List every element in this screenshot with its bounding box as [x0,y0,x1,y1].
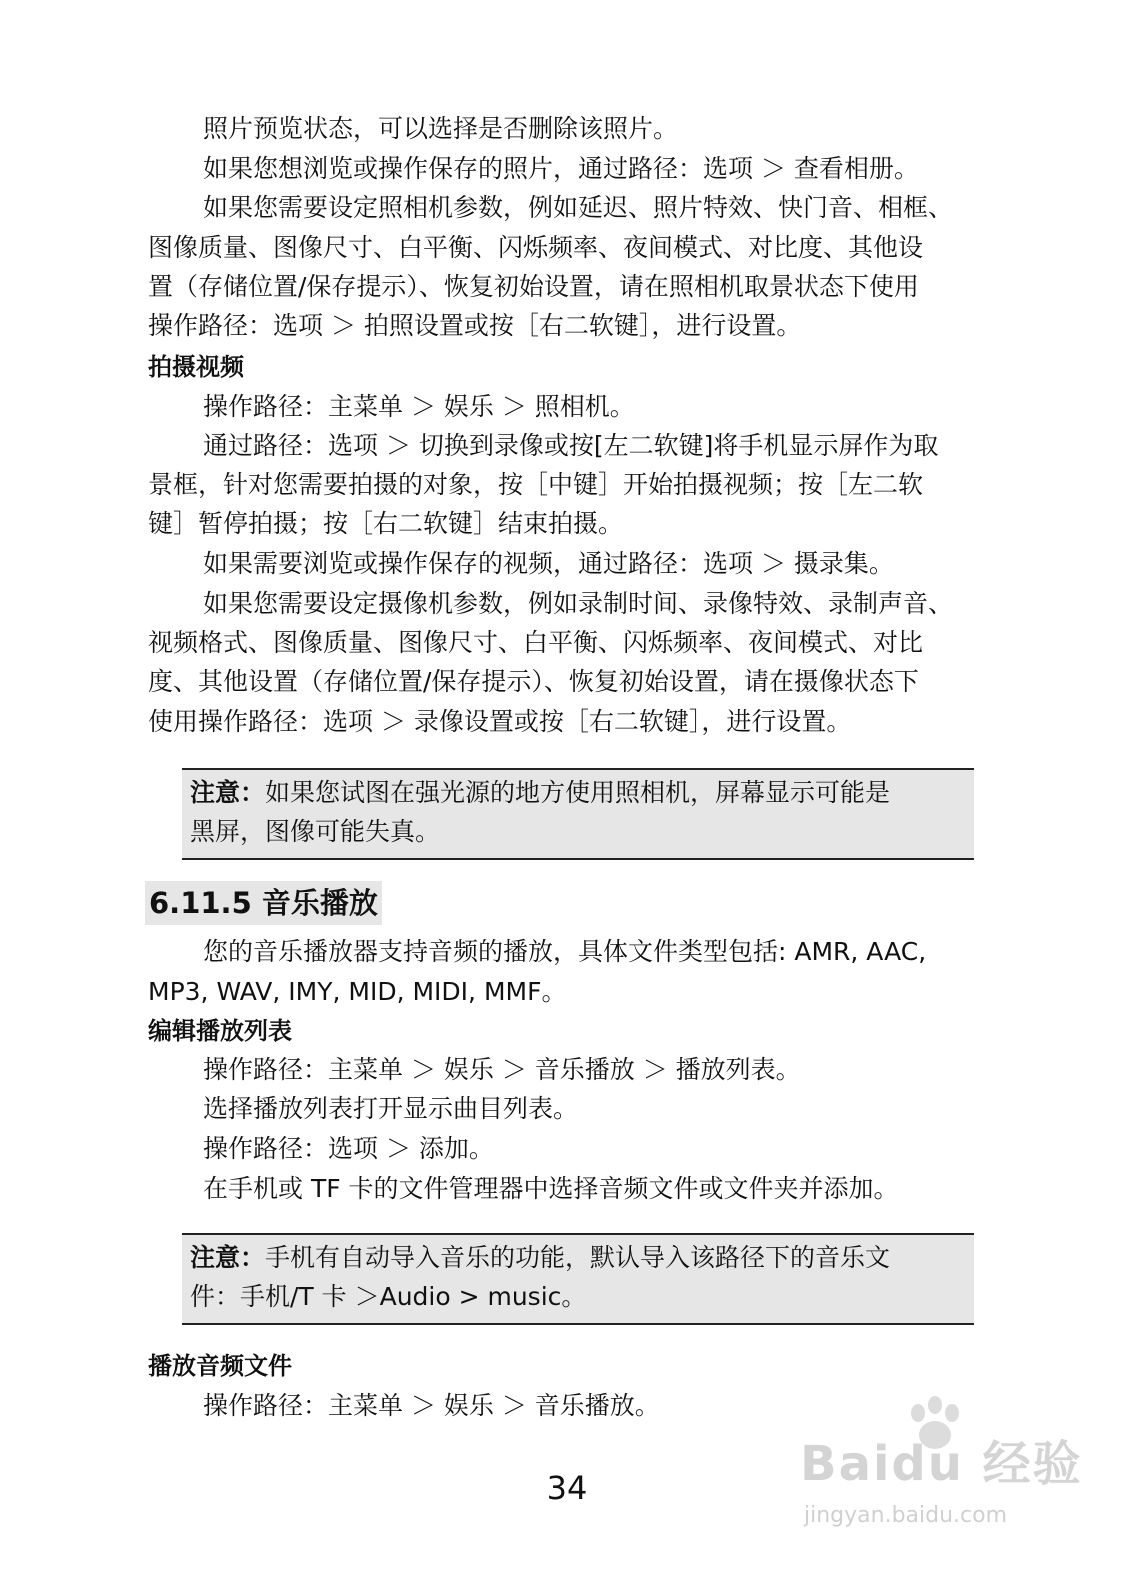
paragraph-line: 视频格式、图像质量、图像尺寸、白平衡、闪烁频率、夜间模式、对比 [148,628,924,657]
paragraph-line: 照片预览状态，可以选择是否删除该照片。 [203,114,679,143]
paragraph-line: 使用操作路径：选项 ＞ 录像设置或按［右二软键］，进行设置。 [148,707,852,736]
note-text: 如果您试图在强光源的地方使用照相机，屏幕显示可能是 [265,778,891,807]
paragraph-line: 如果您需要设定摄像机参数，例如录制时间、录像特效、录制声音、 [203,589,954,618]
note-box-camera [182,768,974,860]
note-line [190,1241,890,1275]
paragraph-line: MP3, WAV, IMY, MID, MIDI, MMF。 [148,977,567,1006]
note-line: 件：手机/T 卡 ＞Audio > music。 [190,1282,587,1311]
note-text: 手机有自动导入音乐的功能，默认导入该路径下的音乐文 [265,1243,891,1272]
paragraph-line: 操作路径：主菜单 ＞ 娱乐 ＞ 音乐播放 ＞ 播放列表。 [203,1055,801,1084]
subheading-playlist: 编辑播放列表 [148,1017,292,1045]
subheading-play-audio: 播放音频文件 [148,1352,292,1380]
paragraph-line: 选择播放列表打开显示曲目列表。 [203,1094,579,1123]
watermark-brand: Baidu 经验 [800,1436,1083,1492]
paragraph-line: 景框，针对您需要拍摄的对象，按［中键］开始拍摄视频；按［左二软 [148,470,924,499]
paragraph-line: 操作路径：主菜单 ＞ 娱乐 ＞ 音乐播放。 [203,1391,660,1420]
note-box-music [182,1233,974,1325]
paragraph-line: 操作路径：选项 ＞ 拍照设置或按［右二软键］，进行设置。 [148,311,802,340]
paragraph-line: 如果您想浏览或操作保存的照片，通过路径：选项 ＞ 查看相册。 [203,154,919,183]
baidu-watermark [800,1395,1083,1555]
section-heading: 6.11.5 音乐播放 [145,881,382,925]
paragraph-line: 键］暂停拍摄；按［右二软键］结束拍摄。 [148,509,624,538]
page-number: 34 [546,1469,588,1507]
paragraph-line: 您的音乐播放器支持音频的播放，具体文件类型包括: AMR, AAC, [203,937,927,966]
subheading-video: 拍摄视频 [148,353,244,381]
paragraph-line: 通过路径：选项 ＞ 切换到录像或按[左二软键]将手机显示屏作为取 [203,431,939,460]
paragraph-line: 图像质量、图像尺寸、白平衡、闪烁频率、夜间模式、对比度、其他设 [148,233,924,262]
note-line: 黑屏，图像可能失真。 [190,817,441,846]
note-line [190,776,890,810]
paragraph-line: 操作路径：主菜单 ＞ 娱乐 ＞ 照相机。 [203,392,635,421]
paragraph-line: 度、其他设置（存储位置/保存提示）、恢复初始设置，请在摄像状态下 [148,667,919,696]
note-label: 注意： [190,1243,266,1272]
paragraph-line: 置（存储位置/保存提示）、恢复初始设置，请在照相机取景状态下使用 [148,272,919,301]
paragraph-line: 操作路径：选项 ＞ 添加。 [203,1134,494,1163]
note-label: 注意： [190,778,266,807]
paragraph-line: 如果需要浏览或操作保存的视频，通过路径：选项 ＞ 摄录集。 [203,549,894,578]
paragraph-line: 在手机或 TF 卡的文件管理器中选择音频文件或文件夹并添加。 [203,1174,899,1203]
watermark-url: jingyan.baidu.com [804,1503,1008,1528]
paragraph-line: 如果您需要设定照相机参数，例如延迟、照片特效、快门音、相框、 [203,193,954,222]
